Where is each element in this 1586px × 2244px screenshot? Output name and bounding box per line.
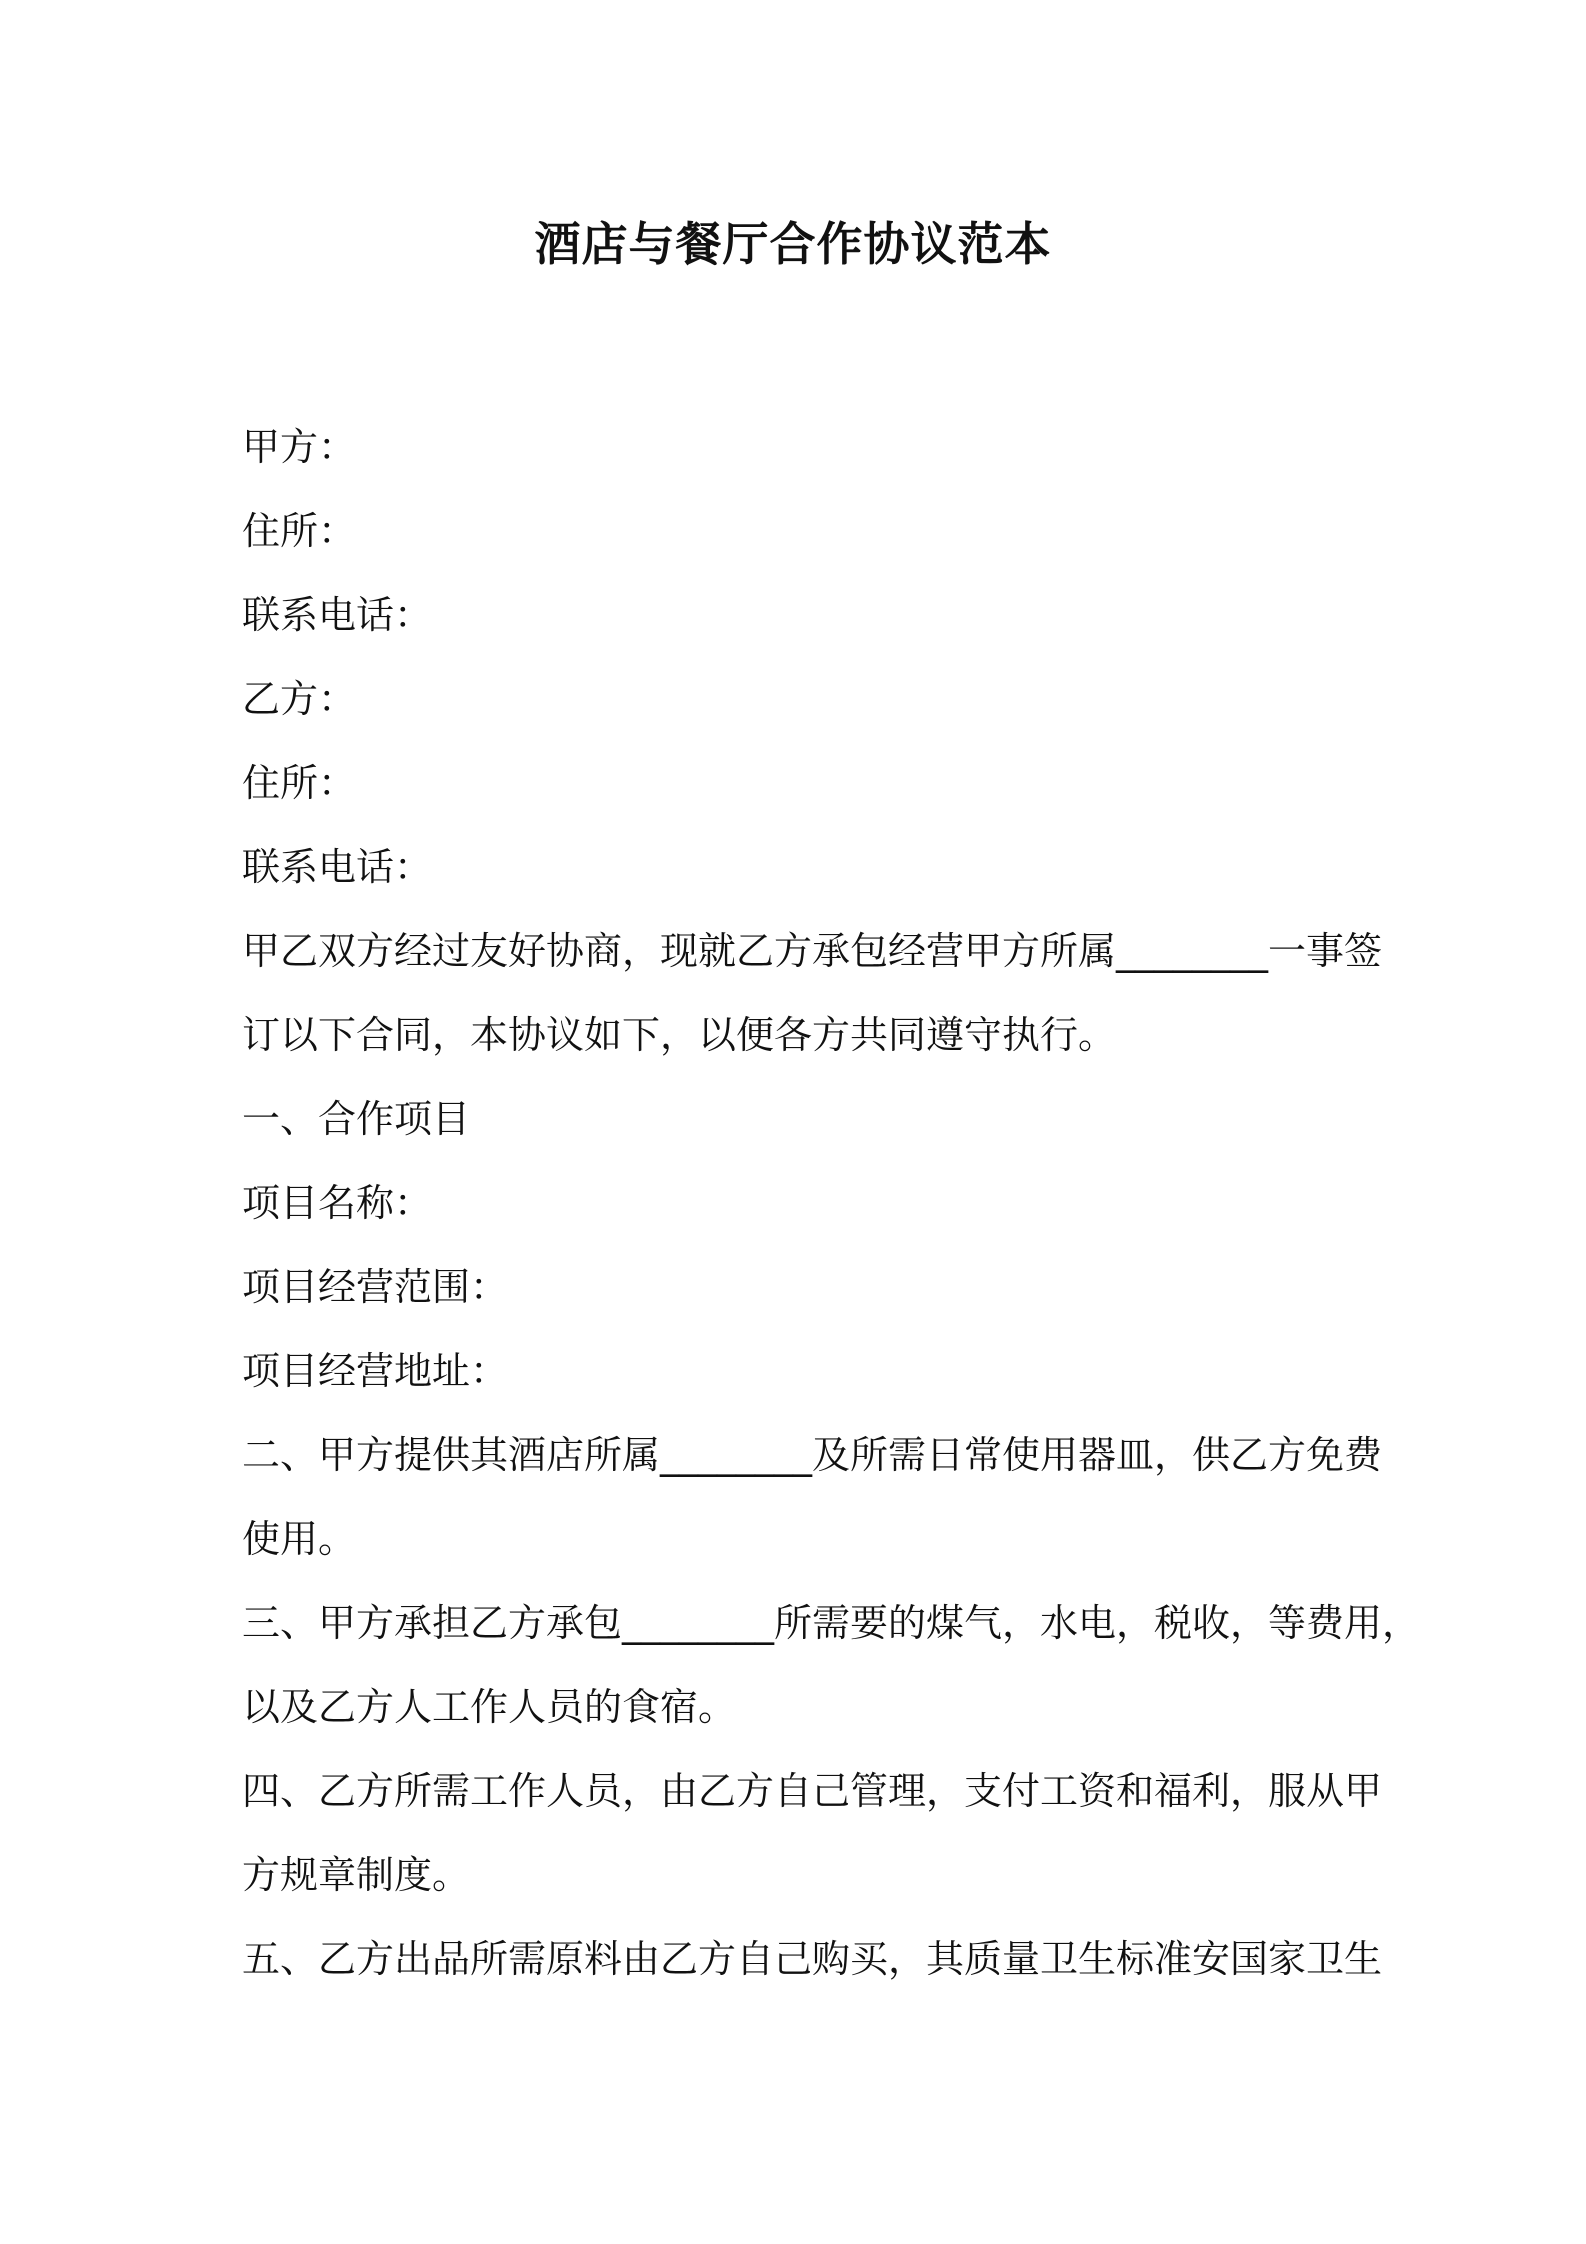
section-1-heading: 一、合作项目 <box>242 1097 471 1141</box>
party-b-label: 乙方： <box>242 677 357 721</box>
party-a-address-label: 住所： <box>242 509 357 553</box>
preamble-line-2: 订以下合同，本协议如下，以便各方共同遵守执行。 <box>242 1013 1117 1057</box>
clause-4-line-1: 四、乙方所需工作人员，由乙方自己管理，支付工资和福利，服从甲 <box>242 1769 1383 1813</box>
clause-3-line-2: 以及乙方人工作人员的食宿。 <box>242 1685 737 1729</box>
clause-4-line-2: 方规章制度。 <box>242 1853 471 1897</box>
party-a-label: 甲方： <box>242 425 357 469</box>
clause-2-line-2: 使用。 <box>242 1517 357 1561</box>
project-address-label: 项目经营地址： <box>242 1349 509 1393</box>
clause-3-line-1: 三、甲方承担乙方承包________所需要的煤气，水电，税收，等费用， <box>242 1601 1421 1645</box>
party-a-phone-label: 联系电话： <box>242 593 433 637</box>
preamble-line-1: 甲乙双方经过友好协商，现就乙方承包经营甲方所属________一事签 <box>242 929 1383 973</box>
document-body <box>242 405 1421 2001</box>
project-scope-label: 项目经营范围： <box>242 1265 509 1309</box>
project-name-label: 项目名称： <box>242 1181 433 1225</box>
document-title: 酒店与餐厅合作协议范本 <box>534 217 1052 271</box>
party-b-address-label: 住所： <box>242 761 357 805</box>
clause-2-line-1: 二、甲方提供其酒店所属________及所需日常使用器皿，供乙方免费 <box>242 1433 1383 1477</box>
party-b-phone-label: 联系电话： <box>242 845 433 889</box>
clause-5-line-1: 五、乙方出品所需原料由乙方自己购买，其质量卫生标准安国家卫生 <box>242 1937 1383 1981</box>
